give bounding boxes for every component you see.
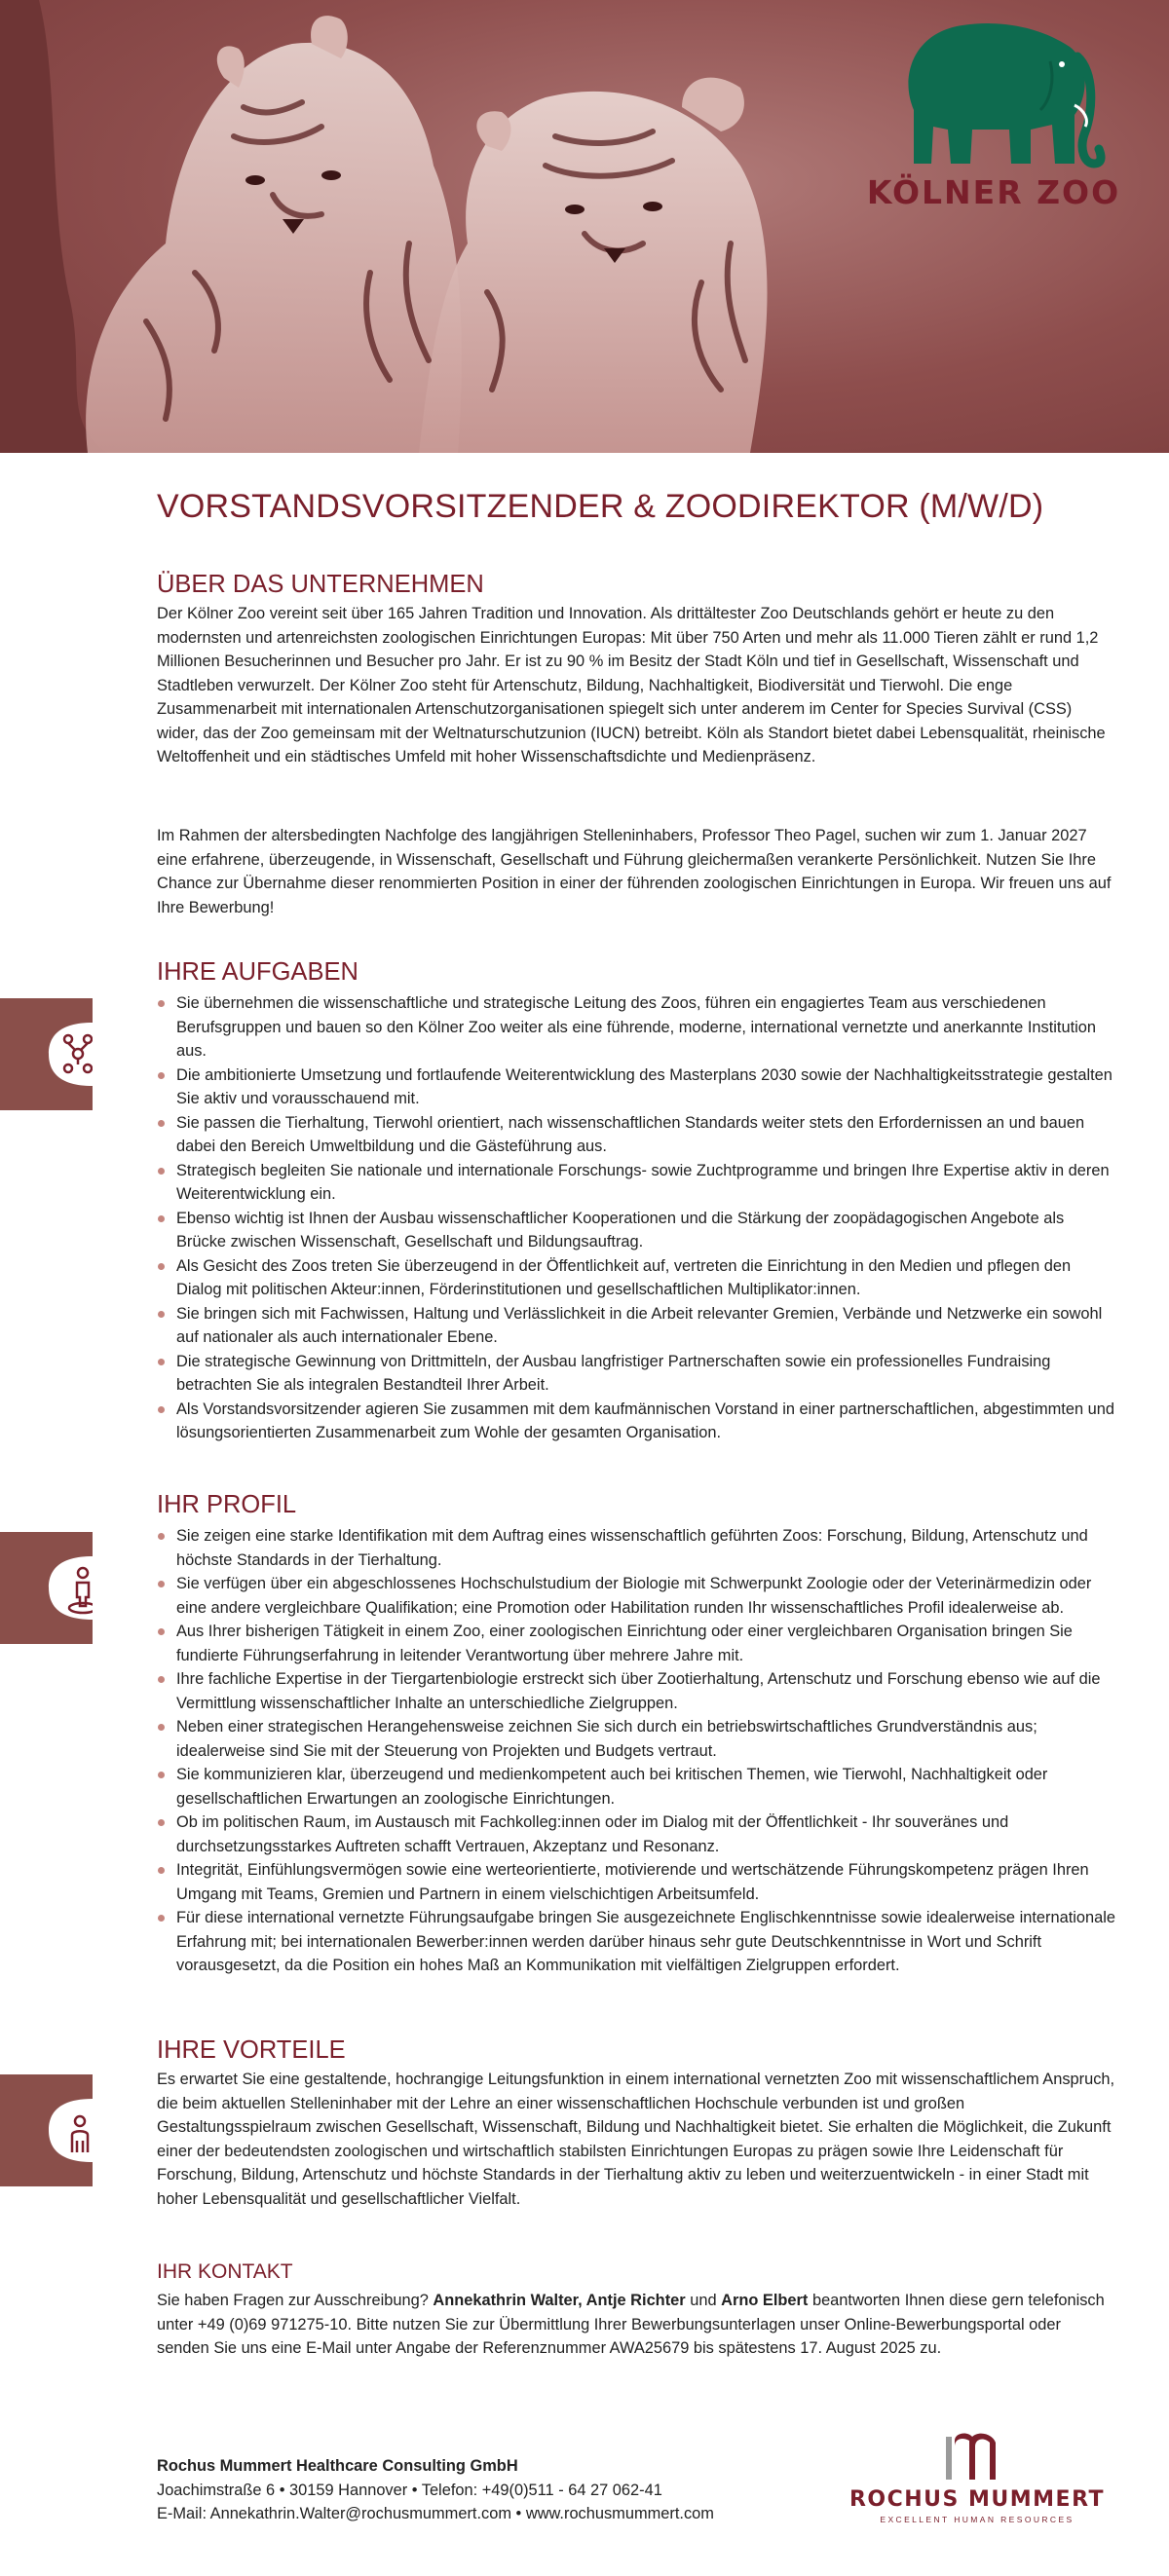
contact-heading: IHR KONTAKT	[157, 2260, 293, 2283]
person-star-icon	[0, 2074, 93, 2186]
tasks-heading: IHRE AUFGABEN	[157, 958, 358, 986]
profile-heading: IHR PROFIL	[157, 1491, 297, 1518]
footer-contact-block	[157, 2454, 714, 2526]
list-item: Sie bringen sich mit Fachwissen, Haltung und Verlässlichkeit in die Arbeit relevanter Gremien, Verbände und Netzwerke ein sowohl auf nationaler als auch internationaler Ebene.	[157, 1302, 1117, 1350]
contact-paragraph	[157, 2289, 1117, 2361]
hero-banner	[0, 0, 1169, 453]
footer-email: E-Mail: Annekathrin.Walter@rochusmummert.com • www.rochusmummert.com	[157, 2505, 714, 2522]
list-item: Neben einer strategischen Herangehensweise zeichnen Sie sich durch ein betriebswirtschaftliches Grundverständnis aus; idealerweise sind Sie mit der Steuerung von Projekten und Budgets vertraut.	[157, 1715, 1117, 1763]
list-item: Sie passen die Tierhaltung, Tierwohl orientiert, nach wissenschaftlichen Standards weiter stets den Erfordernissen an und bauen dabei den Bereich Umweltbildung und die Gästeführung aus.	[157, 1111, 1117, 1159]
about-heading: ÜBER DAS UNTERNEHMEN	[157, 571, 484, 598]
contact-name-2: Arno Elbert	[721, 2292, 809, 2309]
contact-intro: Sie haben Fragen zur Ausschreibung?	[157, 2292, 429, 2309]
koelner-zoo-wordmark: KÖLNER ZOO	[866, 173, 1121, 211]
koelner-zoo-elephant-logo	[908, 23, 1101, 164]
list-item: Als Gesicht des Zoos treten Sie überzeugend in der Öffentlichkeit auf, vertreten die Einrichtung in den Medien und pflegen den Dialog mit politischen Akteur:innen, Förderinstitutionen und gesellschaftlichen Multiplikator:innen.	[157, 1254, 1117, 1302]
list-item: Die ambitionierte Umsetzung und fortlaufende Weiterentwicklung des Masterplans 2030 sowie der Nachhaltigkeitsstrategie gestalten Sie aktiv und vorausschauend mit.	[157, 1064, 1117, 1111]
page-title: VORSTANDSVORSITZENDER & ZOODIREKTOR (M/W/D)	[157, 488, 1044, 525]
list-item: Ebenso wichtig ist Ihnen der Ausbau wissenschaftlicher Kooperationen und die Stärkung der zoopädagogischen Angebote als Brücke zwischen Wissenschaft, Gesellschaft und Bildungsauftrag.	[157, 1207, 1117, 1254]
footer-address: Joachimstraße 6 • 30159 Hannover • Telefon: +49(0)511 - 64 27 062-41	[157, 2481, 662, 2499]
footer-company: Rochus Mummert Healthcare Consulting GmbH	[157, 2457, 518, 2475]
list-item: Sie übernehmen die wissenschaftliche und strategische Leitung des Zoos, führen ein engagiertes Team aus verschiedenen Berufsgruppen und bauen so den Kölner Zoo weiter als eine führende, moderne, international vernetzte und anerkannte Institution aus.	[157, 991, 1117, 1064]
benefits-heading: IHRE VORTEILE	[157, 2036, 346, 2064]
profile-list	[157, 1524, 1117, 1978]
org-structure-icon	[0, 998, 93, 1110]
about-succession-paragraph: Im Rahmen der altersbedingten Nachfolge des langjährigen Stelleninhabers, Professor Theo Pagel, suchen wir zum 1. Januar 2027 eine erfahrene, überzeugende, in Wissenschaft, Gesellschaft und Führung gleichermaßen verankerte Persönlichkeit. Nutzen Sie Ihre Chance zur Übernahme dieser renommierten Position in einer der führenden zoologischen Einrichtungen in Europa. Wir freuen uns auf Ihre Bewerbung!	[157, 827, 1112, 916]
person-location-icon	[0, 1532, 93, 1644]
list-item: Für diese international vernetzte Führungsaufgabe bringen Sie ausgezeichnete Englischkenntnisse sowie idealerweise internationale Erfahrung mit; bei internationalen Bewerber:innen werden darüber hinaus sehr gute Deutschkenntnisse in Wort und Schrift vorausgesetzt, da die Position ein hohes Maß an Kommunikation mit vielfältigen Zielgruppen erfordert.	[157, 1906, 1117, 1978]
contact-and: und	[690, 2292, 717, 2309]
contact-names: Annekathrin Walter, Antje Richter	[433, 2292, 686, 2309]
list-item: Integrität, Einfühlungsvermögen sowie eine werteorientierte, motivierende und wertschätzende Führungskompetenz prägen Ihren Umgang mit Teams, Gremien und Partnern in einem vielschichtigen Arbeitsumfeld.	[157, 1858, 1117, 1906]
rm-logo-name: ROCHUS MUMMERT	[848, 2487, 1106, 2512]
list-item: Ihre fachliche Expertise in der Tiergartenbiologie erstreckt sich über Zootierhaltung, Artenschutz und Forschung ebenso wie auf die Vermittlung wissenschaftlicher Inhalte an unterschiedliche Zielgruppen.	[157, 1667, 1117, 1715]
rm-logo-tagline: EXCELLENT HUMAN RESOURCES	[880, 2515, 1075, 2524]
rm-monogram-icon	[836, 2431, 1118, 2489]
contact-details: beantworten Ihnen diese gern telefonisch unter +49 (0)69 971275-10. Bitte nutzen Sie zur Übermittlung Ihrer Bewerbungsunterlagen unser Online-Bewerbungsportal oder senden Sie uns eine E-Mail unter Angabe der Referenznummer AWA25679 bis spätestens 17. August 2025 zu.	[157, 2292, 1105, 2357]
list-item: Sie kommunizieren klar, überzeugend und medienkompetent auch bei kritischen Themen, wie Tierwohl, Nachhaltigkeit oder gesellschaftlichen Erwartungen an zoologische Einrichtungen.	[157, 1763, 1117, 1811]
list-item: Strategisch begleiten Sie nationale und internationale Forschungs- sowie Zuchtprogramme und bringen Ihre Expertise aktiv in deren Weiterentwicklung ein.	[157, 1159, 1117, 1207]
list-item: Sie verfügen über ein abgeschlossenes Hochschulstudium der Biologie mit Schwerpunkt Zoologie oder der Veterinärmedizin oder eine andere vergleichbare Qualifikation; eine Promotion oder Habilitation runden Ihr wissenschaftliches Profil idealerweise ab.	[157, 1572, 1117, 1620]
list-item: Aus Ihrer bisherigen Tätigkeit in einem Zoo, einer zoologischen Einrichtung oder einer vergleichbaren Organisation bringen Sie fundierte Führungserfahrung in leitender Verantwortung über mehrere Jahre mit.	[157, 1620, 1117, 1667]
tiger-cubs-photo	[0, 0, 1169, 453]
list-item: Ob im politischen Raum, im Austausch mit Fachkolleg:innen oder im Dialog mit der Öffentlichkeit - Ihr souveränes und durchsetzungsstarkes Auftreten schafft Vertrauen, Akzeptanz und Resonanz.	[157, 1811, 1117, 1858]
list-item: Die strategische Gewinnung von Drittmitteln, der Ausbau langfristiger Partnerschaften sowie ein professionelles Fundraising betrachten Sie als integralen Bestandteil Ihrer Arbeit.	[157, 1350, 1117, 1398]
rochus-mummert-logo	[836, 2431, 1118, 2528]
list-item: Sie zeigen eine starke Identifikation mit dem Auftrag eines wissenschaftlich geführten Zoos: Forschung, Bildung, Artenschutz und höchste Standards in der Tierhaltung.	[157, 1524, 1117, 1572]
benefits-paragraph: Es erwartet Sie eine gestaltende, hochrangige Leitungsfunktion in einem international vernetzten Zoo mit wissenschaftlichem Anspruch, die beim aktuellen Stelleninhaber mit der Lehre an einer wissenschaftlichen Hochschule verbunden ist und großen Gestaltungsspielraum zwischen Gesellschaft, Wissenschaft, Bildung und Nachhaltigkeit bietet. Sie erhalten die Möglichkeit, die Zukunft einer der bedeutendsten zoologischen und wirtschaftlich stabilsten Einrichtungen Europas zu prägen sowie Ihre Leidenschaft für Forschung, Bildung, Artenschutz und höchste Standards in der Tierhaltung aktiv zu leben und weiterzuentwickeln - in einer Stadt mit hoher Lebensqualität und gesellschaftlicher Vielfalt.	[157, 2071, 1115, 2208]
list-item: Als Vorstandsvorsitzender agieren Sie zusammen mit dem kaufmännischen Vorstand in einer partnerschaftlichen, abgestimmten und lösungsorientierten Zusammenarbeit zum Wohle der gesamten Organisation.	[157, 1398, 1117, 1445]
tasks-list	[157, 991, 1117, 1445]
about-paragraph: Der Kölner Zoo vereint seit über 165 Jahren Tradition und Innovation. Als drittältester Zoo Deutschlands gehört er heute zu den modernsten und artenreichsten zoologischen Einrichtungen Europas: Mit über 750 Arten und mehr als 11.000 Tieren zählt er rund 1,2 Millionen Besucherinnen und Besucher pro Jahr. Er ist zu 90 % im Besitz der Stadt Köln und tief in Gesellschaft, Wissenschaft und Stadtleben verwurzelt. Der Kölner Zoo steht für Artenschutz, Bildung, Nachhaltigkeit, Biodiversität und Tierwohl. Die enge Zusammenarbeit mit internationalen Artenschutzorganisationen spiegelt sich unter anderem im Center for Species Survival (CSS) wider, das der Zoo gemeinsam mit der Weltnaturschutzunion (IUCN) betreibt. Köln als Standort bietet dabei Lebensqualität, rheinische Weltoffenheit und ein städtisches Umfeld mit hoher Wissenschaftsdichte und Medienpräsenz.	[157, 605, 1106, 765]
